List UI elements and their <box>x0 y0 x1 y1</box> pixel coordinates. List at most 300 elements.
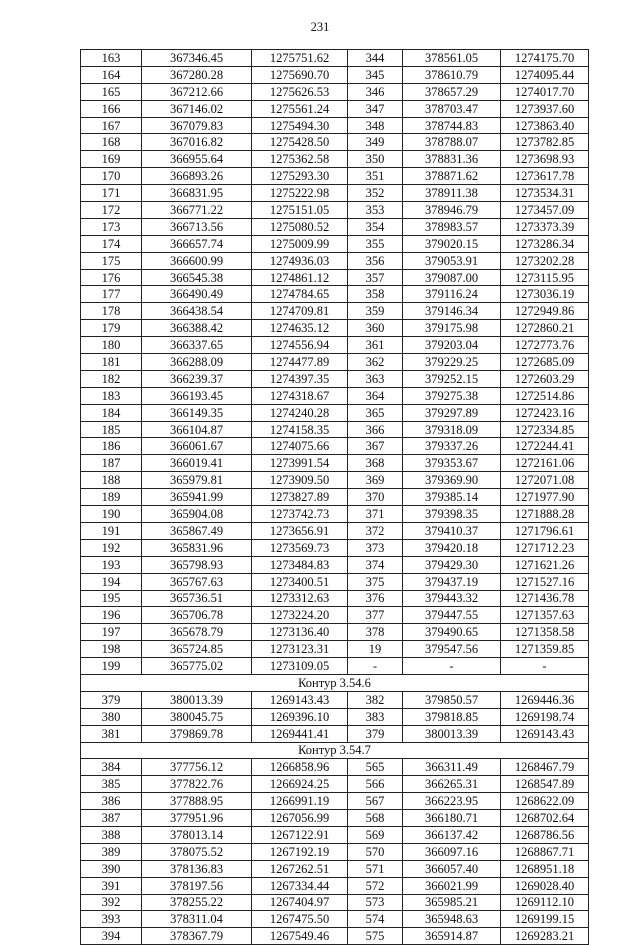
table-cell: 378136.83 <box>142 860 252 877</box>
section-title: Контур 3.54.7 <box>81 742 589 759</box>
table-row <box>81 472 589 489</box>
table-cell: 1273202.28 <box>501 252 589 269</box>
table-cell: 375 <box>348 573 403 590</box>
table-cell: 367016.82 <box>142 134 252 151</box>
table-cell: 1273569.73 <box>252 539 348 556</box>
table-cell: 1268622.09 <box>501 793 589 810</box>
table-cell: 366831.95 <box>142 185 252 202</box>
table-cell: 193 <box>81 556 142 573</box>
table-row <box>81 860 589 877</box>
table-row <box>81 438 589 455</box>
table-cell: 366713.56 <box>142 218 252 235</box>
table-row <box>81 50 589 67</box>
table-cell: 1271977.90 <box>501 489 589 506</box>
table-cell: 379547.56 <box>403 641 501 658</box>
table-row <box>81 725 589 742</box>
section-title: Контур 3.54.6 <box>81 674 589 691</box>
table-row <box>81 117 589 134</box>
table-cell: 393 <box>81 911 142 928</box>
table-cell: 1269199.15 <box>501 911 589 928</box>
table-cell: 573 <box>348 894 403 911</box>
table-cell: 1274075.66 <box>252 438 348 455</box>
table-cell: 1268951.18 <box>501 860 589 877</box>
table-cell: 186 <box>81 438 142 455</box>
table-cell: 366057.40 <box>403 860 501 877</box>
table-cell: 1275009.99 <box>252 235 348 252</box>
table-cell: 1274017.70 <box>501 83 589 100</box>
table-cell: 367079.83 <box>142 117 252 134</box>
table-cell: 366223.95 <box>403 793 501 810</box>
table-row <box>81 708 589 725</box>
table-cell: 377951.96 <box>142 810 252 827</box>
table-cell: 358 <box>348 286 403 303</box>
table-cell: 1273123.31 <box>252 641 348 658</box>
table-row <box>81 337 589 354</box>
table-cell: 365985.21 <box>403 894 501 911</box>
table-cell: 366545.38 <box>142 269 252 286</box>
table-cell: 1273827.89 <box>252 489 348 506</box>
table-cell: 168 <box>81 134 142 151</box>
table-row <box>81 354 589 371</box>
coordinates-table <box>80 49 589 945</box>
table-cell: 365736.51 <box>142 590 252 607</box>
table-cell: 1269198.74 <box>501 708 589 725</box>
table-row <box>81 421 589 438</box>
table-cell: 1272161.06 <box>501 455 589 472</box>
table-cell: 366097.16 <box>403 843 501 860</box>
table-cell: 1267192.19 <box>252 843 348 860</box>
table-cell: 180 <box>81 337 142 354</box>
table-cell: 366337.65 <box>142 337 252 354</box>
table-cell: 1274861.12 <box>252 269 348 286</box>
table-cell: 1271357.63 <box>501 607 589 624</box>
table-cell: 378871.62 <box>403 168 501 185</box>
table-row <box>81 624 589 641</box>
table-cell: 365775.02 <box>142 658 252 675</box>
table-cell: 367 <box>348 438 403 455</box>
table-cell: 164 <box>81 66 142 83</box>
table-cell: 379437.19 <box>403 573 501 590</box>
table-cell: 1273534.31 <box>501 185 589 202</box>
table-row <box>81 168 589 185</box>
table-row <box>81 691 589 708</box>
table-cell: 1275222.98 <box>252 185 348 202</box>
table-cell: 1274397.35 <box>252 370 348 387</box>
table-cell: 1271436.78 <box>501 590 589 607</box>
table-cell: 366311.49 <box>403 759 501 776</box>
table-cell: 365678.79 <box>142 624 252 641</box>
table-cell: 377 <box>348 607 403 624</box>
table-cell: 1272773.76 <box>501 337 589 354</box>
table-cell: 1269143.43 <box>252 691 348 708</box>
table-row <box>81 202 589 219</box>
table-cell: 379020.15 <box>403 235 501 252</box>
table-cell: 1268786.56 <box>501 826 589 843</box>
table-cell: 385 <box>81 776 142 793</box>
table-cell: 1273863.40 <box>501 117 589 134</box>
table-cell: 177 <box>81 286 142 303</box>
table-cell: 379869.78 <box>142 725 252 742</box>
table-row <box>81 877 589 894</box>
table-cell: 392 <box>81 894 142 911</box>
table-cell: 170 <box>81 168 142 185</box>
table-row <box>81 658 589 675</box>
table-cell: 355 <box>348 235 403 252</box>
table-cell: 378657.29 <box>403 83 501 100</box>
table-cell: 1273782.85 <box>501 134 589 151</box>
table-cell: 1272334.85 <box>501 421 589 438</box>
table-row <box>81 218 589 235</box>
table-cell: 389 <box>81 843 142 860</box>
table-cell: 373 <box>348 539 403 556</box>
table-cell: 378788.07 <box>403 134 501 151</box>
table-cell: 1269143.43 <box>501 725 589 742</box>
table-cell: 1273656.91 <box>252 522 348 539</box>
table-cell: 171 <box>81 185 142 202</box>
table-cell: 378255.22 <box>142 894 252 911</box>
page-number: 231 <box>310 20 330 34</box>
table-cell: 366288.09 <box>142 354 252 371</box>
table-cell: 173 <box>81 218 142 235</box>
table-row <box>81 506 589 523</box>
table-cell: 366490.49 <box>142 286 252 303</box>
table-cell: 1273136.40 <box>252 624 348 641</box>
table-cell: 378744.83 <box>403 117 501 134</box>
table-row <box>81 590 589 607</box>
table-cell: 379398.35 <box>403 506 501 523</box>
table-cell: 188 <box>81 472 142 489</box>
table-cell: 1267262.51 <box>252 860 348 877</box>
table-cell: 1266858.96 <box>252 759 348 776</box>
section-header-row <box>81 674 589 691</box>
table-cell: 379203.04 <box>403 337 501 354</box>
table-cell: 1269112.10 <box>501 894 589 911</box>
table-cell: 1274318.67 <box>252 387 348 404</box>
table-row <box>81 66 589 83</box>
table-cell: 1272860.21 <box>501 320 589 337</box>
table-cell: 352 <box>348 185 403 202</box>
table-cell: 1273373.39 <box>501 218 589 235</box>
table-cell: 367346.45 <box>142 50 252 67</box>
table-cell: 1275561.24 <box>252 100 348 117</box>
table-row <box>81 235 589 252</box>
table-cell: 365724.85 <box>142 641 252 658</box>
table-cell: 1275751.62 <box>252 50 348 67</box>
table-cell: 379297.89 <box>403 404 501 421</box>
table-row <box>81 556 589 573</box>
table-cell: 391 <box>81 877 142 894</box>
table-cell: 378561.05 <box>403 50 501 67</box>
table-cell: 1267475.50 <box>252 911 348 928</box>
table-cell: 379275.38 <box>403 387 501 404</box>
table-cell: 1274784.65 <box>252 286 348 303</box>
table-cell: 388 <box>81 826 142 843</box>
table-cell: 367212.66 <box>142 83 252 100</box>
table-cell: 1274556.94 <box>252 337 348 354</box>
table-cell: 379146.34 <box>403 303 501 320</box>
table-row <box>81 286 589 303</box>
table-cell: 380013.39 <box>142 691 252 708</box>
table-cell: 572 <box>348 877 403 894</box>
table-cell: 165 <box>81 83 142 100</box>
table-cell: 1272685.09 <box>501 354 589 371</box>
table-cell: 379 <box>81 691 142 708</box>
table-cell: 1272423.16 <box>501 404 589 421</box>
table-row <box>81 303 589 320</box>
table-cell: 196 <box>81 607 142 624</box>
table-cell: 380 <box>81 708 142 725</box>
table-cell: 19 <box>348 641 403 658</box>
table-cell: 350 <box>348 151 403 168</box>
table-cell: 1274936.03 <box>252 252 348 269</box>
table-cell: 567 <box>348 793 403 810</box>
table-cell: 377756.12 <box>142 759 252 776</box>
table-cell: 378831.36 <box>403 151 501 168</box>
table-cell: 378075.52 <box>142 843 252 860</box>
table-row <box>81 911 589 928</box>
table-cell: 365941.99 <box>142 489 252 506</box>
table-cell: 1275151.05 <box>252 202 348 219</box>
table-cell: 565 <box>348 759 403 776</box>
table-cell: 1272514.86 <box>501 387 589 404</box>
table-cell: 365831.96 <box>142 539 252 556</box>
table-cell: 379490.65 <box>403 624 501 641</box>
table-row <box>81 810 589 827</box>
table-cell: 366021.99 <box>403 877 501 894</box>
table-cell: 575 <box>348 928 403 945</box>
table-cell: 386 <box>81 793 142 810</box>
table-cell: 197 <box>81 624 142 641</box>
table-cell: 1274635.12 <box>252 320 348 337</box>
table-cell: 365767.63 <box>142 573 252 590</box>
table-cell: 1269396.10 <box>252 708 348 725</box>
table-row <box>81 489 589 506</box>
table-cell: 1271621.26 <box>501 556 589 573</box>
table-cell: 348 <box>348 117 403 134</box>
table-cell: 1275293.30 <box>252 168 348 185</box>
table-cell: 381 <box>81 725 142 742</box>
table-cell: 366193.45 <box>142 387 252 404</box>
table-cell: 1274175.70 <box>501 50 589 67</box>
table-cell: 378703.47 <box>403 100 501 117</box>
table-cell: 379116.24 <box>403 286 501 303</box>
table-cell: 169 <box>81 151 142 168</box>
table-cell: 380013.39 <box>403 725 501 742</box>
table-cell: 349 <box>348 134 403 151</box>
table-cell: 1267122.91 <box>252 826 348 843</box>
table-cell: 367146.02 <box>142 100 252 117</box>
table-cell: 360 <box>348 320 403 337</box>
table-cell: 181 <box>81 354 142 371</box>
table-cell: 379175.98 <box>403 320 501 337</box>
table-cell: 374 <box>348 556 403 573</box>
table-row <box>81 793 589 810</box>
table-cell: 371 <box>348 506 403 523</box>
table-row <box>81 894 589 911</box>
table-cell: 570 <box>348 843 403 860</box>
table-cell: 365798.93 <box>142 556 252 573</box>
table-cell: 1274477.89 <box>252 354 348 371</box>
table-cell: 377822.76 <box>142 776 252 793</box>
table-cell: 195 <box>81 590 142 607</box>
table-cell: 379850.57 <box>403 691 501 708</box>
table-cell: 366 <box>348 421 403 438</box>
table-cell: 376 <box>348 590 403 607</box>
table-cell: 384 <box>81 759 142 776</box>
table-cell: 379087.00 <box>403 269 501 286</box>
table-cell: 379053.91 <box>403 252 501 269</box>
table-cell: 1271359.85 <box>501 641 589 658</box>
table-cell: 365904.08 <box>142 506 252 523</box>
table-cell: 1274709.81 <box>252 303 348 320</box>
table-row <box>81 320 589 337</box>
table-cell: 184 <box>81 404 142 421</box>
table-cell: 379229.25 <box>403 354 501 371</box>
table-cell: 356 <box>348 252 403 269</box>
table-cell: 377888.95 <box>142 793 252 810</box>
table-cell: 362 <box>348 354 403 371</box>
table-row <box>81 539 589 556</box>
table-cell: 163 <box>81 50 142 67</box>
table-cell: 1273457.09 <box>501 202 589 219</box>
table-cell: 1273109.05 <box>252 658 348 675</box>
table-row <box>81 370 589 387</box>
table-cell: 571 <box>348 860 403 877</box>
table-row <box>81 928 589 945</box>
table-row <box>81 641 589 658</box>
table-cell: - <box>501 658 589 675</box>
table-cell: 1275626.53 <box>252 83 348 100</box>
table-cell: 366388.42 <box>142 320 252 337</box>
table-cell: 1274158.35 <box>252 421 348 438</box>
table-row <box>81 759 589 776</box>
table-cell: 1275362.58 <box>252 151 348 168</box>
table-cell: 366438.54 <box>142 303 252 320</box>
table-cell: 175 <box>81 252 142 269</box>
table-row <box>81 522 589 539</box>
table-cell: 199 <box>81 658 142 675</box>
table-cell: 378610.79 <box>403 66 501 83</box>
table-cell: - <box>403 658 501 675</box>
table-cell: 1275428.50 <box>252 134 348 151</box>
table-cell: 369 <box>348 472 403 489</box>
table-cell: 1273698.93 <box>501 151 589 168</box>
table-cell: 365979.81 <box>142 472 252 489</box>
table-cell: 379252.15 <box>403 370 501 387</box>
table-cell: 351 <box>348 168 403 185</box>
table-row <box>81 252 589 269</box>
table-row <box>81 100 589 117</box>
table-cell: 178 <box>81 303 142 320</box>
table-cell: 378311.04 <box>142 911 252 928</box>
section-header-row <box>81 742 589 759</box>
table-cell: 194 <box>81 573 142 590</box>
table-cell: 187 <box>81 455 142 472</box>
table-cell: 1273909.50 <box>252 472 348 489</box>
table-cell: 1272603.29 <box>501 370 589 387</box>
table-cell: 1275494.30 <box>252 117 348 134</box>
table-cell: 379429.30 <box>403 556 501 573</box>
table-cell: 1273286.34 <box>501 235 589 252</box>
table-cell: 1269441.41 <box>252 725 348 742</box>
table-cell: 182 <box>81 370 142 387</box>
table-cell: 379447.55 <box>403 607 501 624</box>
table-cell: 167 <box>81 117 142 134</box>
table-cell: 1266991.19 <box>252 793 348 810</box>
table-cell: 1273484.83 <box>252 556 348 573</box>
table-cell: 365914.87 <box>403 928 501 945</box>
table-row <box>81 151 589 168</box>
table-cell: 1267404.97 <box>252 894 348 911</box>
table-row <box>81 455 589 472</box>
table-cell: 174 <box>81 235 142 252</box>
table-row <box>81 134 589 151</box>
table-cell: 366239.37 <box>142 370 252 387</box>
table-cell: 1274240.28 <box>252 404 348 421</box>
table-cell: 1271796.61 <box>501 522 589 539</box>
table-row <box>81 573 589 590</box>
table-cell: 191 <box>81 522 142 539</box>
table-cell: 1271888.28 <box>501 506 589 523</box>
table-cell: 1271527.16 <box>501 573 589 590</box>
table-row <box>81 826 589 843</box>
table-cell: 1273115.95 <box>501 269 589 286</box>
table-cell: 568 <box>348 810 403 827</box>
table-cell: 366104.87 <box>142 421 252 438</box>
table-cell: 1267549.46 <box>252 928 348 945</box>
table-cell: 379410.37 <box>403 522 501 539</box>
table-cell: 176 <box>81 269 142 286</box>
table-cell: 379337.26 <box>403 438 501 455</box>
table-cell: 189 <box>81 489 142 506</box>
table-cell: 1268547.89 <box>501 776 589 793</box>
table-cell: 1274095.44 <box>501 66 589 83</box>
table-cell: 1266924.25 <box>252 776 348 793</box>
table-cell: 366137.42 <box>403 826 501 843</box>
table-cell: 1271712.23 <box>501 539 589 556</box>
table-cell: 378983.57 <box>403 218 501 235</box>
table-cell: 378946.79 <box>403 202 501 219</box>
table-cell: 357 <box>348 269 403 286</box>
table-cell: 365706.78 <box>142 607 252 624</box>
table-cell: 366180.71 <box>403 810 501 827</box>
table-cell: 344 <box>348 50 403 67</box>
table-cell: 382 <box>348 691 403 708</box>
table-cell: 166 <box>81 100 142 117</box>
table-cell: 378013.14 <box>142 826 252 843</box>
table-cell: 366019.41 <box>142 455 252 472</box>
table-cell: 1272949.86 <box>501 303 589 320</box>
table-cell: 365 <box>348 404 403 421</box>
table-cell: 1273312.63 <box>252 590 348 607</box>
table-cell: 1269446.36 <box>501 691 589 708</box>
table-cell: 367280.28 <box>142 66 252 83</box>
table-cell: 379385.14 <box>403 489 501 506</box>
table-cell: 366265.31 <box>403 776 501 793</box>
table-row <box>81 269 589 286</box>
table-row <box>81 387 589 404</box>
table-cell: 359 <box>348 303 403 320</box>
table-cell: 346 <box>348 83 403 100</box>
table-cell: 364 <box>348 387 403 404</box>
table-cell: 1267334.44 <box>252 877 348 894</box>
table-cell: 347 <box>348 100 403 117</box>
table-cell: 370 <box>348 489 403 506</box>
table-cell: 1275690.70 <box>252 66 348 83</box>
table-cell: 345 <box>348 66 403 83</box>
table-cell: 1273617.78 <box>501 168 589 185</box>
table-cell: 1275080.52 <box>252 218 348 235</box>
